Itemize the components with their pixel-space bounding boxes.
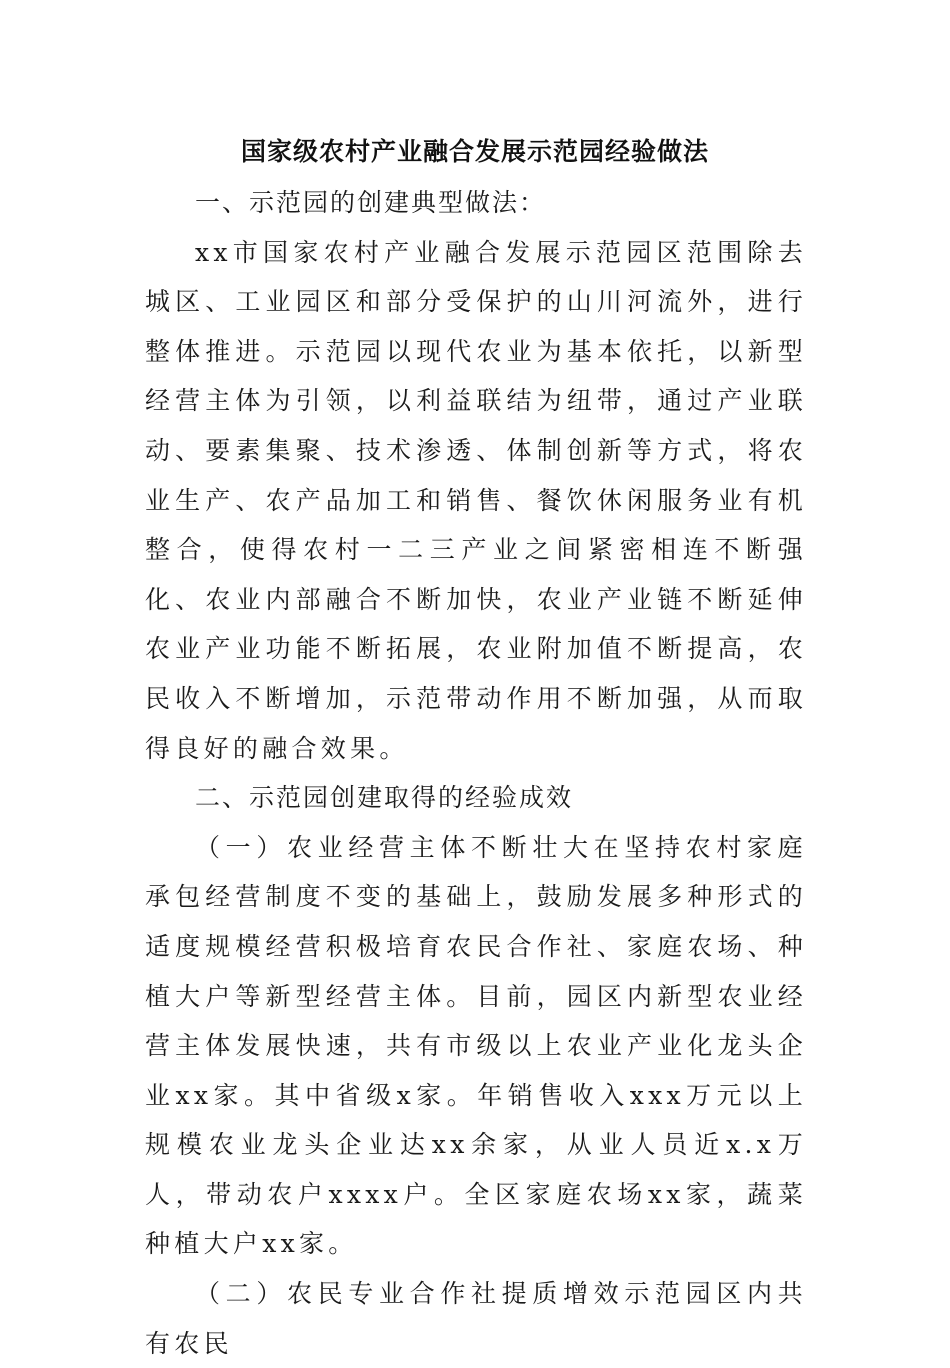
document-body [145, 178, 807, 1368]
document-title: 国家级农村产业融合发展示范园经验做法 [240, 137, 709, 166]
section-heading-1: 一、示范园的创建典型做法： [195, 188, 547, 217]
section-heading-2: 二、示范园创建取得的经验成效 [195, 783, 574, 813]
paragraph-subsection-1: （一）农业经营主体不断壮大在坚持农村家庭承包经营制度不变的基础上，鼓励发展多种形式的适度规模经营积极培育农民合作社、家庭农场、种植大户等新型经营主体。目前，园区内新型农业经营主体发展快速，共有市级以上农业产业化龙头企业xx家。其中省级x家。年销售收入xxx万元以上规模农业龙头企业达xx余家，从业人员近x.x万人，带动农户xxxx户。全区家庭农场xx家，蔬菜种植大户xx家。 [145, 832, 807, 1259]
paragraph-intro: xx市国家农村产业融合发展示范园区范围除去城区、工业园区和部分受保护的山川河流外，进行整体推进。示范园以现代农业为基本依托，以新型经营主体为引领，以利益联结为纽带，通过产业联动、要素集聚、技术渗透、体制创新等方式，将农业生产、农产品加工和销售、餐饮休闲服务业有机整合，使得农村一二三产业之间紧密相连不断强化、农业内部融合不断加快，农业产业链不断延伸农业产业功能不断拓展，农业附加值不断提高，农民收入不断增加，示范带动作用不断加强，从而取得良好的融合效果。 [145, 237, 807, 763]
paragraph-subsection-2: （二）农民专业合作社提质增效示范园区内共有农民 [145, 1279, 807, 1358]
